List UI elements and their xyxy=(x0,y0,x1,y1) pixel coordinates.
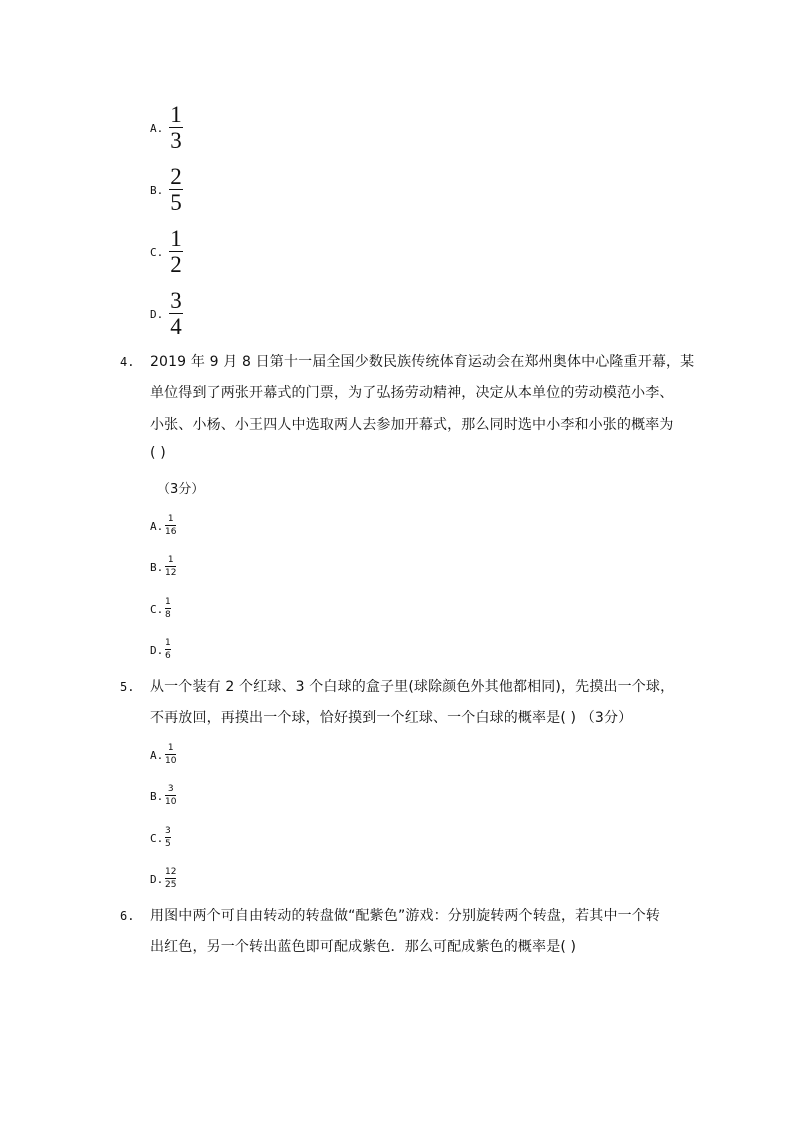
numerator: 3 xyxy=(167,784,174,794)
fraction-bar xyxy=(165,608,171,609)
option-letter: A. xyxy=(150,749,164,762)
denominator: 4 xyxy=(170,314,182,340)
numerator: 2 xyxy=(170,164,182,189)
question-text-line: ( ) xyxy=(150,445,166,461)
fraction xyxy=(165,743,176,766)
option-letter: A. xyxy=(150,520,164,533)
option-letter: C. xyxy=(150,832,164,845)
option-letter: D. xyxy=(150,308,164,321)
question-number: 6. xyxy=(120,909,135,923)
numerator: 1 xyxy=(170,102,182,127)
numerator: 1 xyxy=(165,638,171,648)
fraction-bar xyxy=(165,795,176,796)
question-number: 5. xyxy=(120,680,135,694)
fraction-bar xyxy=(165,837,171,838)
option-letter: B. xyxy=(150,561,164,574)
fraction xyxy=(169,166,183,214)
question-number: 4. xyxy=(120,355,135,369)
numerator: 1 xyxy=(167,514,174,524)
fraction-bar xyxy=(165,754,176,755)
question-text-line: 不再放回，再摸出一个球，恰好摸到一个红球、一个白球的概率是( ) （3分） xyxy=(150,710,633,726)
fraction xyxy=(169,228,183,276)
question-text-line: 出红色，另一个转出蓝色即可配成紫色．那么可配成紫色的概率是( ) xyxy=(150,939,577,955)
option-letter: D. xyxy=(150,873,164,886)
fraction-bar xyxy=(165,649,171,650)
denominator: 5 xyxy=(165,838,171,849)
option-letter: D. xyxy=(150,644,164,657)
score-label: （3分） xyxy=(157,482,205,497)
denominator: 10 xyxy=(165,796,177,807)
fraction xyxy=(169,104,183,152)
option-letter: C. xyxy=(150,246,164,259)
fraction xyxy=(165,826,171,849)
question-text-line: 从一个装有 2 个红球、3 个白球的盒子里(球除颜色外其他都相同)，先摸出一个球， xyxy=(150,679,675,695)
denominator: 2 xyxy=(170,252,182,278)
fraction xyxy=(165,638,171,661)
numerator: 3 xyxy=(165,826,171,836)
numerator: 1 xyxy=(165,597,171,607)
option-letter: C. xyxy=(150,603,164,616)
fraction-bar xyxy=(165,878,176,879)
option-letter: B. xyxy=(150,790,164,803)
fraction xyxy=(165,867,176,890)
numerator: 1 xyxy=(167,555,174,565)
fraction xyxy=(165,784,176,807)
denominator: 6 xyxy=(165,650,171,661)
denominator: 12 xyxy=(165,567,177,578)
denominator: 8 xyxy=(165,609,171,620)
denominator: 3 xyxy=(170,128,182,154)
numerator: 12 xyxy=(165,867,177,877)
numerator: 1 xyxy=(167,743,174,753)
question-text-line: 用图中两个可自由转动的转盘做“配紫色”游戏：分别旋转两个转盘，若其中一个转 xyxy=(150,908,661,924)
denominator: 5 xyxy=(170,190,182,216)
fraction-bar xyxy=(165,566,176,567)
question-text-line: 小张、小杨、小王四人中选取两人去参加开幕式，那么同时选中小李和小张的概率为 xyxy=(150,417,674,433)
option-letter: B. xyxy=(150,184,164,197)
denominator: 10 xyxy=(165,755,177,766)
option-letter: A. xyxy=(150,122,164,135)
denominator: 16 xyxy=(165,526,177,537)
fraction xyxy=(165,514,176,537)
numerator: 1 xyxy=(170,226,182,251)
fraction xyxy=(169,290,183,338)
fraction xyxy=(165,555,176,578)
fraction xyxy=(165,597,171,620)
denominator: 25 xyxy=(165,879,177,890)
fraction-bar xyxy=(165,525,176,526)
question-text-line: 单位得到了两张开幕式的门票，为了弘扬劳动精神，决定从本单位的劳动模范小李、 xyxy=(150,385,674,401)
numerator: 3 xyxy=(170,288,182,313)
question-text-line: 2019 年 9 月 8 日第十一届全国少数民族传统体育运动会在郑州奥体中心隆重开幕，某 xyxy=(150,354,695,370)
